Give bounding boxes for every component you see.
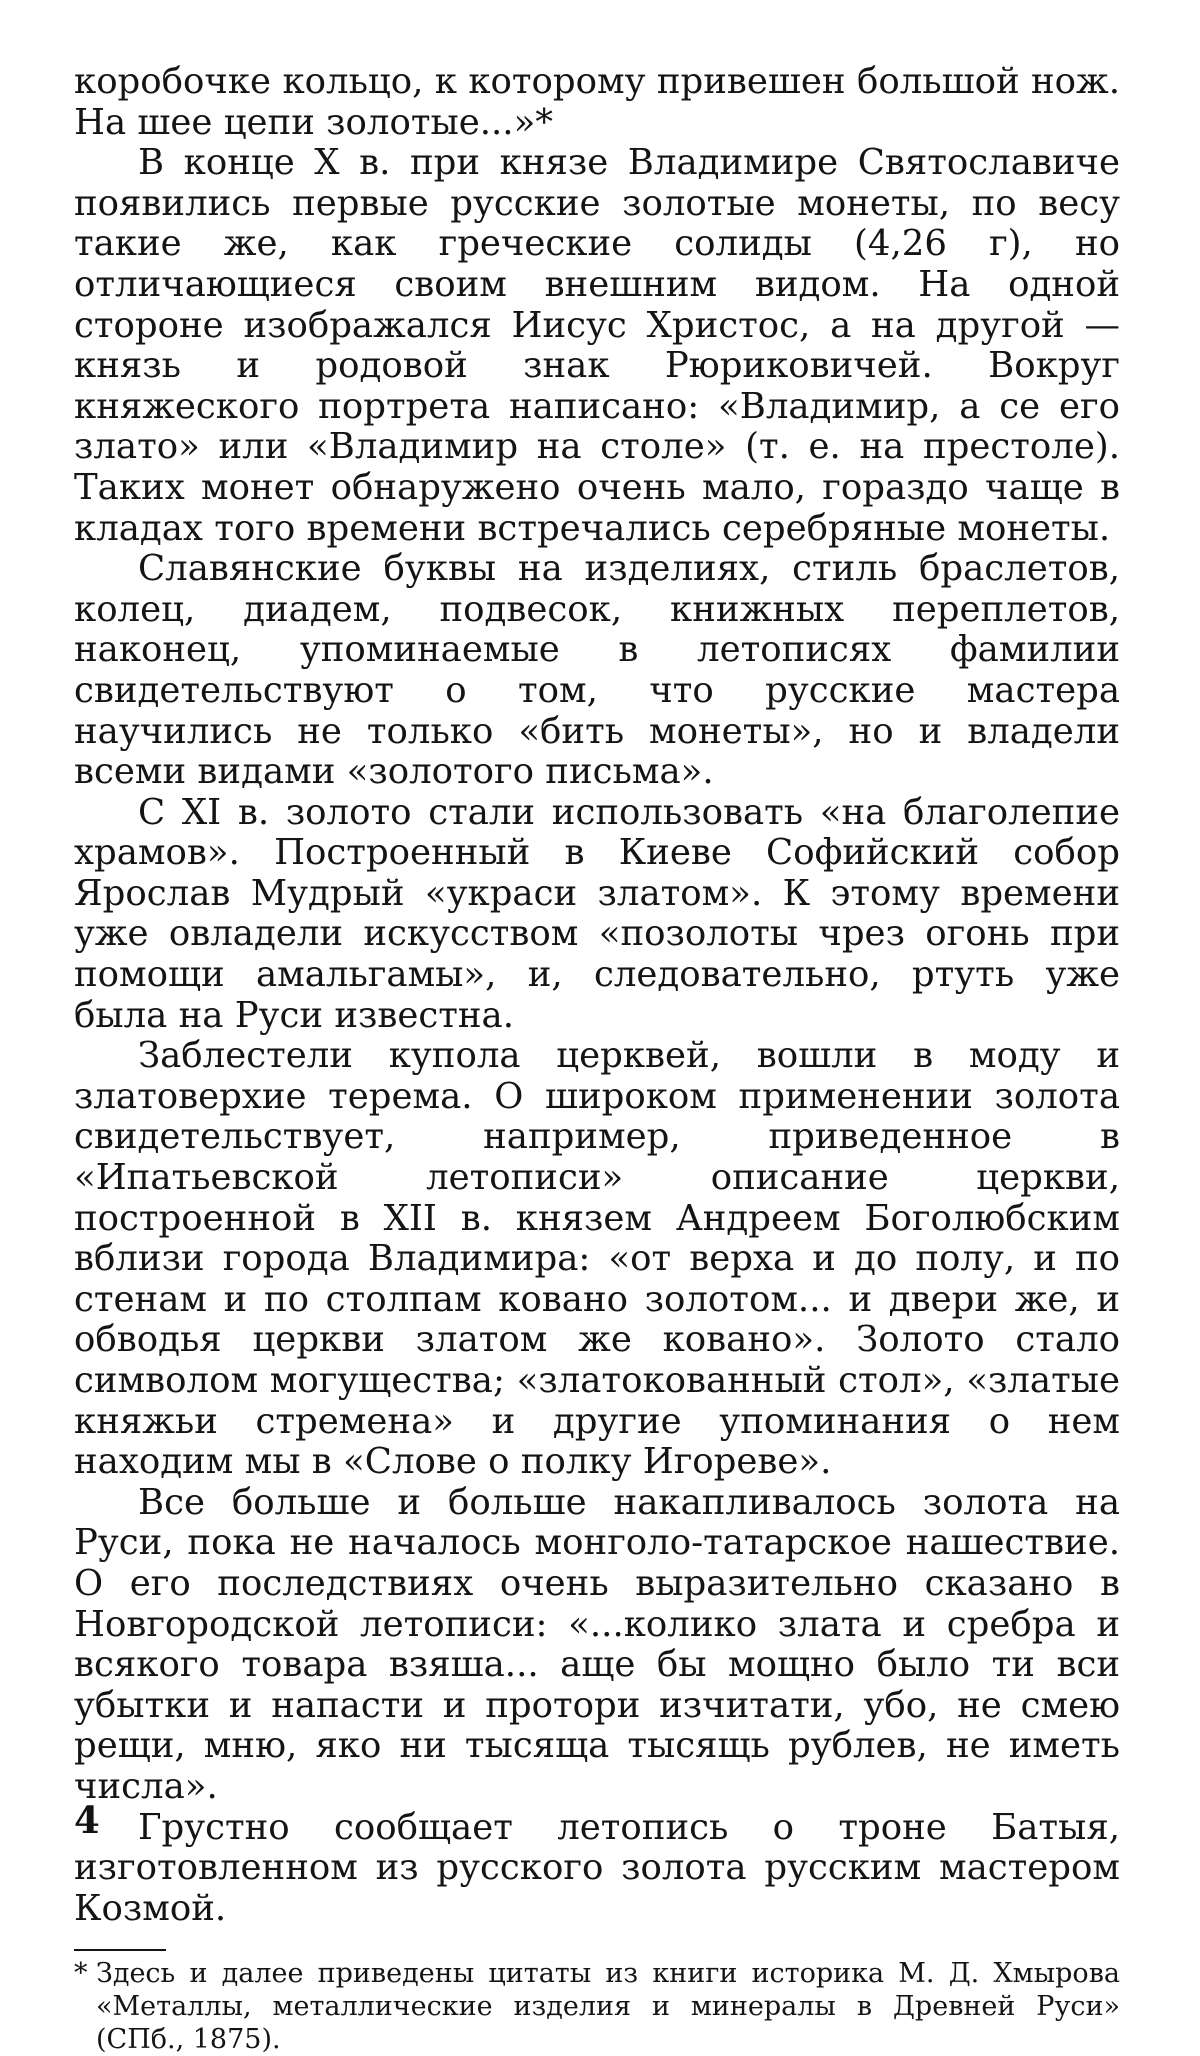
page-number: 4 <box>74 1798 100 1842</box>
paragraph-temples: С XI в. золото стали использовать «на благолепие храмов». Построенный в Киеве Софийский собор Ярослав Мудрый «украси златом». К этому времени уже овладели искусством «позолоты чрез огонь при помощи амальгамы», и, следовательно, ртуть уже была на Руси известна. <box>74 791 1120 1036</box>
footnote <box>74 1957 1120 2056</box>
paragraph-gold-coins: В конце X в. при князе Владимире Святославиче появились первые русские золотые монеты, по весу такие же, как греческие солиды (4,26 г), но отличающиеся своим внешним видом. На одной стороне изображался Иисус Христос, а на другой — князь и родовой знак Рюриковичей. Вокруг княжеского портрета написано: «Владимир, а се его злато» или «Владимир на столе» (т. е. на престоле). Таких монет обнаружено очень мало, гораздо чаще в кладах того времени встречались серебряные монеты. <box>74 142 1120 549</box>
paragraph-batu-throne: Грустно сообщает летопись о троне Батыя, изготовленном из русского золота русским мастером Козмой. <box>74 1806 1120 1929</box>
page-body <box>74 62 1120 2056</box>
footnote-divider <box>74 1949 166 1951</box>
footnote-text: Здесь и далее приведены цитаты из книги историка М. Д. Хмырова «Металлы, металлические изделия и минералы в Древней Руси» (СПб., 1875). <box>96 1958 1120 2056</box>
paragraph-domes: Заблестели купола церквей, вошли в моду и златоверхие терема. О широком применении золота свидетельствует, например, приведенное в «Ипатьевской летописи» описание церкви, построенной в XII в. князем Андреем Боголюбским вблизи города Владимира: «от верха и до полу, и по стенам и по столпам ковано золотом... и двери же, и обводья церкви златом же ковано». Золото стало символом могущества; «златокованный стол», «златые княжьи стремена» и другие упоминания о нем находим мы в «Слове о полку Игореве». <box>74 1035 1120 1483</box>
paragraph-slavic-letters: Славянские буквы на изделиях, стиль браслетов, колец, диадем, подвесок, книжных переплетов, наконец, упоминаемые в летописях фамилии свидетельствуют о том, что русские мастера научились не только «бить монеты», но и владели всеми видами «золотого письма». <box>74 548 1120 793</box>
paragraph-continuation: коробочке кольцо, к которому привешен большой нож. На шее цепи золотые...»* <box>74 61 1120 143</box>
footnote-mark: * <box>74 1958 88 1990</box>
paragraph-mongol-invasion: Все больше и больше накапливалось золота на Руси, пока не началось монголо-татарское нашествие. О его последствиях очень выразительно сказано в Новгородской летописи: «...колико злата и сребра и всякого товара взяша... аще бы мощно было ти вси убытки и напасти и протори изчитати, убо, не смею рещи, мню, яко ни тысяща тысящь рублев, не иметь числа». <box>74 1481 1120 1807</box>
